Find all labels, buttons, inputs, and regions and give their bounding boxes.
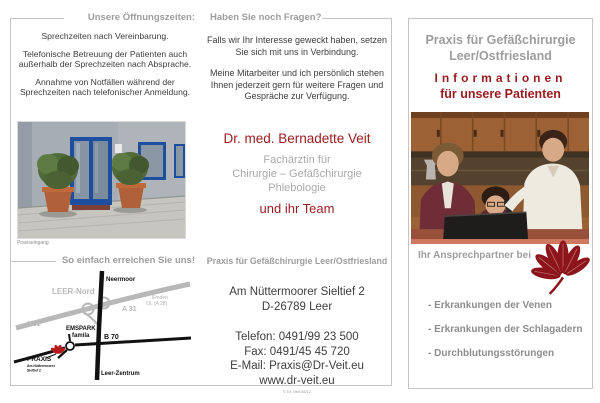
conditions-list: [428, 300, 583, 372]
imprint-text: © Dr. Veit 08/12: [282, 389, 312, 394]
entrance-photo-graphic: [18, 122, 185, 238]
questions-paragraph: Meine Mitarbeiter und ich persönlich stehen Ihnen jederzeit gern für weitere Fragen und Gespräche zur Verfügung.: [209, 68, 385, 101]
hours-paragraph: Sprechzeiten nach Vereinbarung.: [41, 31, 169, 41]
cover-title-line1: Praxis für Gefäßchirurgie: [425, 33, 576, 47]
map-label-neermoor: Neermoor: [106, 276, 136, 283]
divider-line: [322, 18, 391, 19]
phone-line: Telefon: 0491/99 23 500: [235, 331, 359, 343]
questions-paragraph: Falls wir Ihr Interesse geweckt haben, setzen Sie sich mit uns in Verbindung.: [206, 35, 388, 57]
doctor-title-line: Chirurgie – Gefäßchirurgie: [232, 168, 362, 180]
map-label-leer-nord: LEER-Nord: [52, 287, 95, 296]
practice-address: [203, 285, 391, 315]
questions-header: Haben Sie noch Fragen?: [210, 12, 322, 23]
opening-hours-header: Unsere Öffnungszeiten:: [65, 12, 195, 23]
fax-line: Fax: 0491/45 45 720: [244, 345, 350, 358]
condition-item: - Durchblutungsstörungen: [428, 348, 555, 359]
entrance-photo: [17, 121, 186, 239]
map-label-a31-east: A 31: [122, 306, 137, 313]
cover-subtitle-line1: Informationen: [434, 71, 567, 85]
condition-item: - Erkrankungen der Venen: [428, 300, 552, 311]
doctor-titles: [203, 153, 391, 195]
doctor-name: Dr. med. Bernadette Veit: [223, 131, 371, 146]
team-photo-graphic: [411, 112, 589, 244]
map-label-praxis: PRAXIS: [27, 356, 52, 363]
email-line: E-Mail: Praxis@Dr-Veit.eu: [230, 360, 364, 372]
doctor-title-line: Fachärztin für: [263, 154, 331, 166]
website-line: www.dr-veit.eu: [259, 374, 335, 387]
condition-item: - Erkrankungen der Schlagadern: [428, 324, 583, 335]
hours-paragraph: Telefonische Betreuung der Patienten auch außerhalb der Sprechzeiten nach Absprache.: [18, 48, 192, 69]
team-line: und ihr Team: [259, 201, 335, 216]
divider-line: [10, 18, 64, 19]
practice-name-header: Praxis für Gefäßchirurgie Leer/Ostfriesland: [203, 256, 391, 266]
cover-panel: [408, 18, 593, 389]
doctor-title-line: Phlebologie: [268, 182, 326, 194]
opening-hours-text: [12, 31, 198, 105]
cover-title: [409, 32, 592, 64]
practice-contact: [203, 330, 391, 388]
chestnut-leaf-icon: [526, 230, 598, 296]
map-label-praxis-street: Am Nüttermoorer: [27, 364, 56, 368]
entrance-photo-caption: Praxiseingang: [17, 240, 49, 246]
divider-line: [10, 18, 11, 386]
directions-map-graphic: [12, 268, 194, 382]
address-line: D-26789 Leer: [261, 301, 333, 313]
chestnut-leaf-graphic: [526, 230, 598, 296]
map-label-emden: Emden: [152, 295, 168, 301]
cover-subtitle-line2: für unsere Patienten: [440, 87, 561, 101]
map-label-emden-road: OL (A 28): [146, 301, 168, 307]
divider-line: [391, 18, 392, 386]
cover-title-line2: Leer/Ostfriesland: [449, 49, 552, 63]
directions-map: [12, 268, 194, 382]
contact-intro-header: Ihr Ansprechpartner bei: [418, 250, 531, 261]
map-label-emspark: EMSPARK: [66, 326, 96, 332]
directions-header: So einfach erreichen Sie uns!: [61, 255, 195, 266]
questions-text: [203, 35, 391, 113]
divider-line: [10, 261, 56, 262]
map-label-famila: famila: [72, 333, 90, 339]
map-label-b70: B 70: [104, 334, 119, 341]
map-label-leer-zentrum: Leer-Zentrum: [101, 371, 140, 377]
hours-paragraph: Annahme von Notfällen während der Sprechzeiten nach telefonischer Anmeldung.: [19, 76, 191, 97]
map-label-praxis-street2: Sieltief 2: [27, 368, 41, 373]
team-photo: [411, 112, 589, 244]
address-line: Am Nüttermoorer Sieltief 2: [229, 286, 365, 298]
map-label-a31-west: A 31: [26, 321, 41, 328]
